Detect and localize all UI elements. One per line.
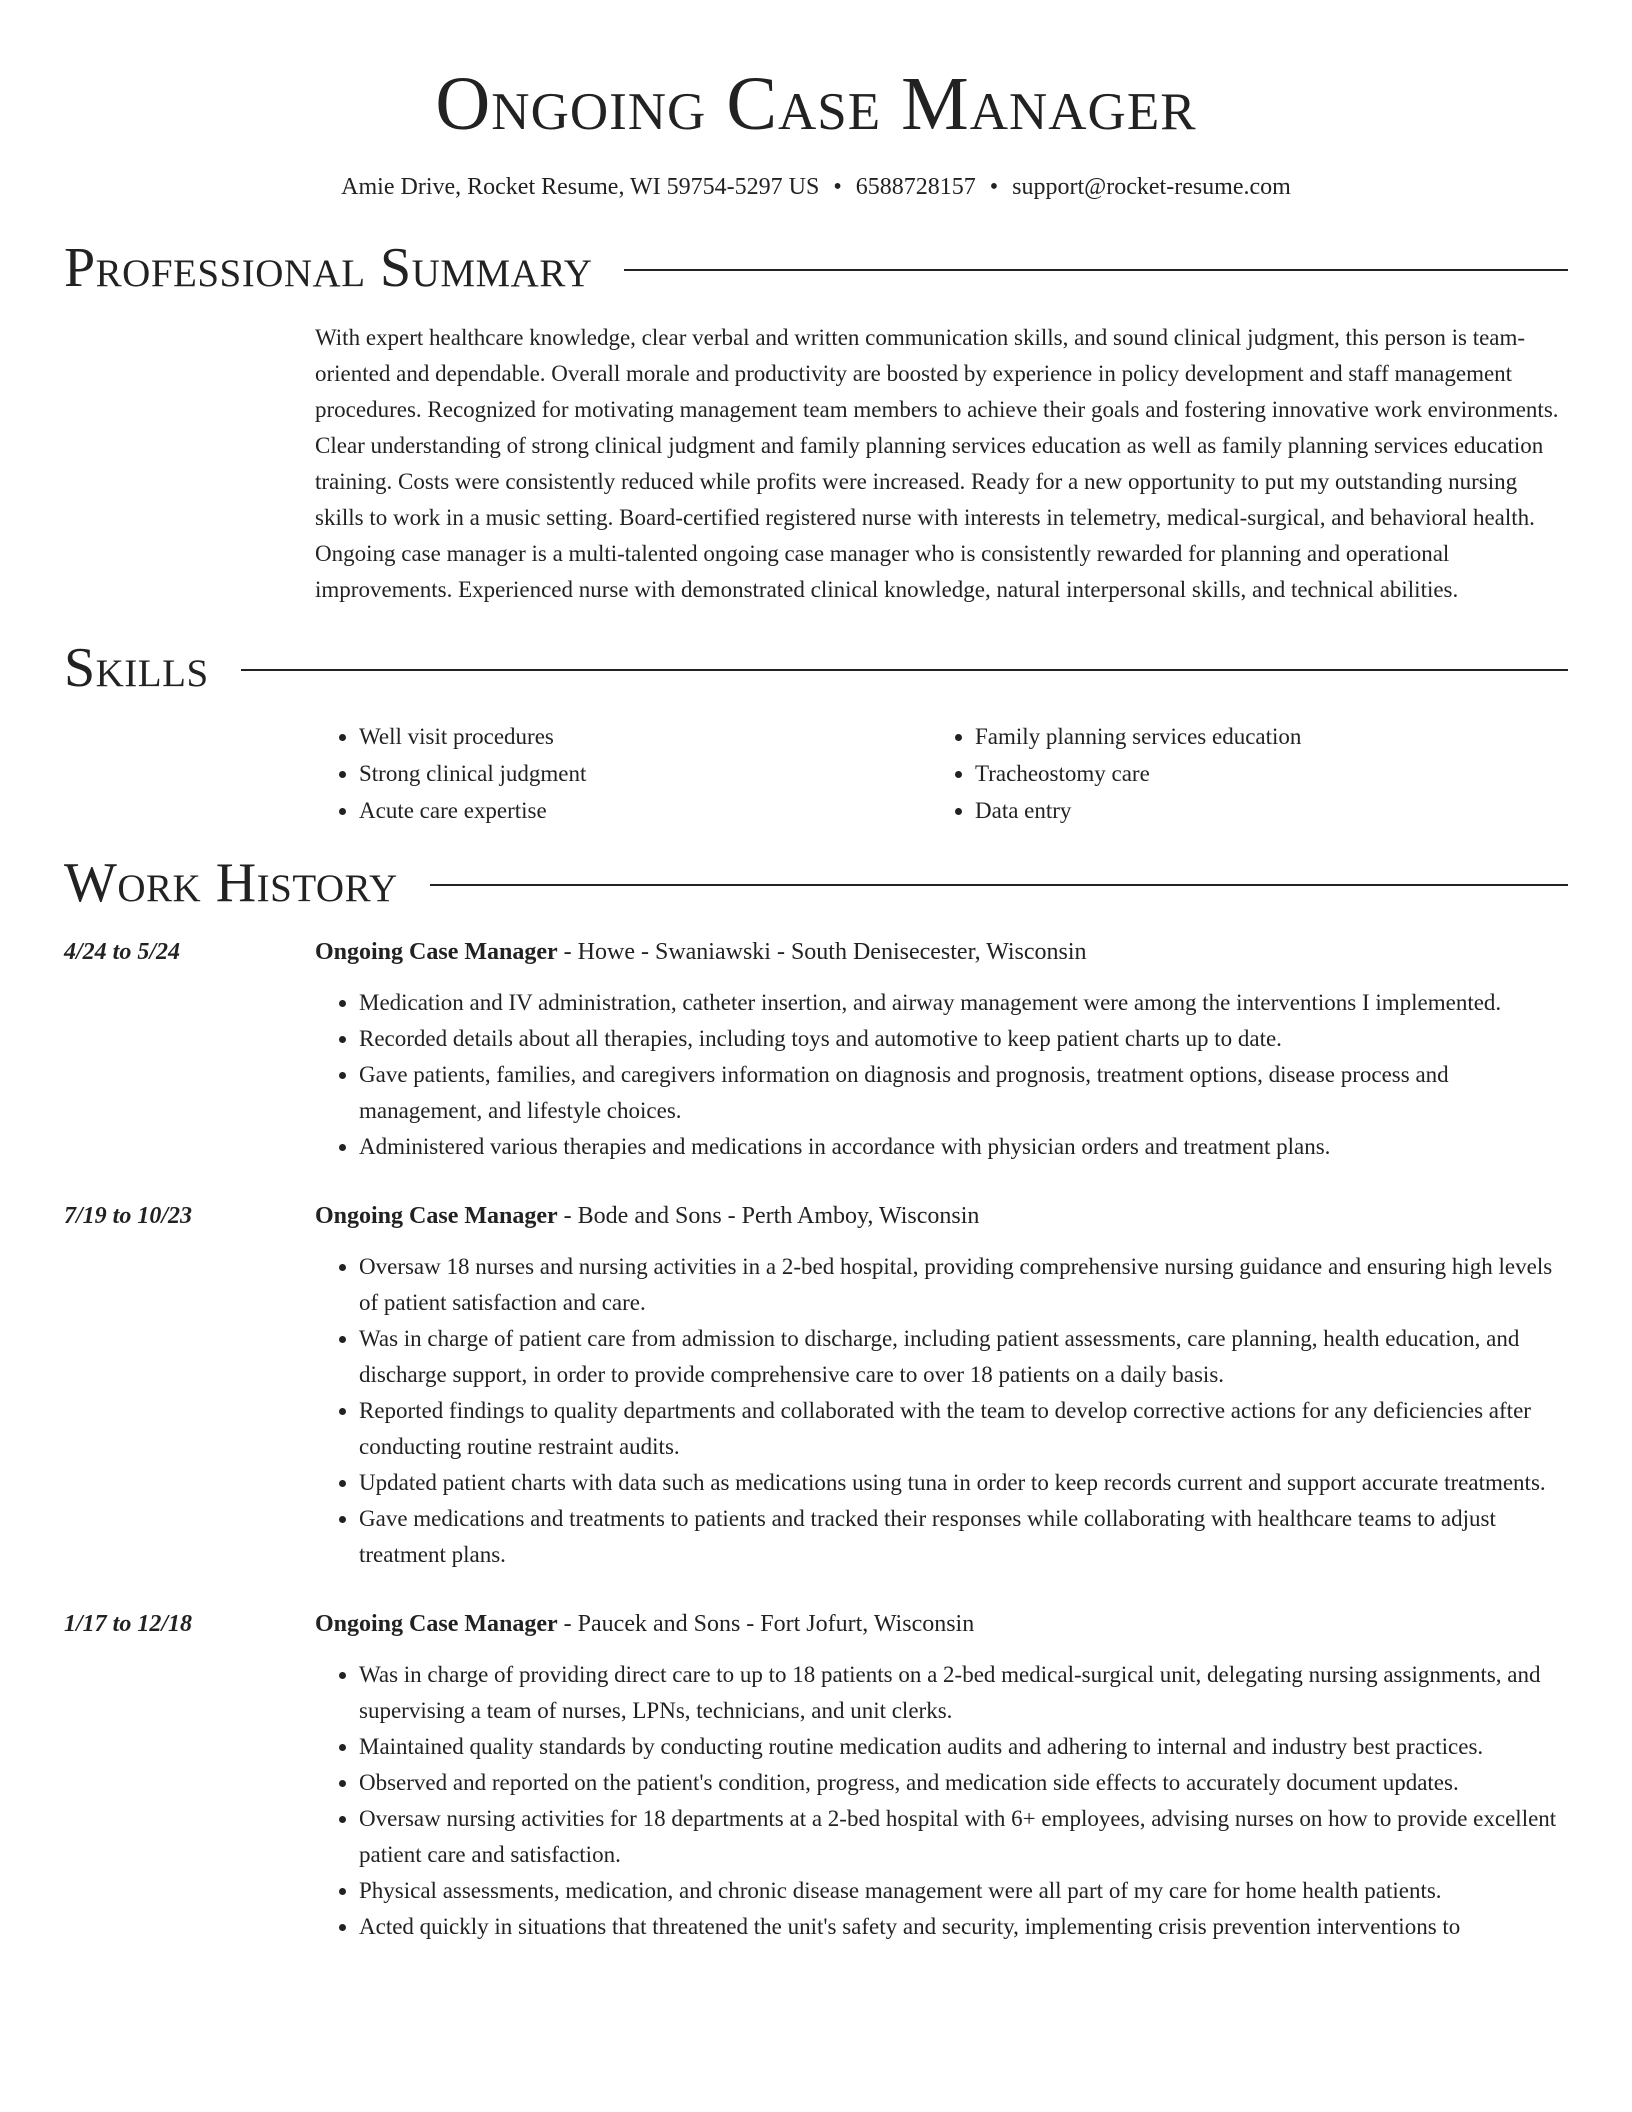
- section-divider: [624, 269, 1568, 271]
- section-divider: [241, 669, 1568, 671]
- job-bullet: • Oversaw 18 nurses and nursing activities in a 2-bed hospital, providing comprehensive nursing guidance and ensuring high levels of patient satisfaction and care.: [359, 1249, 1568, 1321]
- job-bullet: • Recorded details about all therapies, including toys and automotive to keep patient charts up to date.: [359, 1021, 1568, 1057]
- contact-separator: •: [989, 174, 999, 200]
- summary-text: With expert healthcare knowledge, clear verbal and written communication skills, and sound clinical judgment, this person is team-oriented and dependable. Overall morale and productivity are boosted by experience in policy development and staff management procedures. Recognized for motivating management team members to achieve their goals and fostering innovative work environments. Clear understanding of strong clinical judgment and family planning services education as well as family planning services education training. Costs were consistently reduced while profits were increased. Ready for a new opportunity to put my outstanding nursing skills to work in a music setting. Board-certified registered nurse with interests in telemetry, medical-surgical, and behavioral health. Ongoing case manager is a multi-talented ongoing case manager who is consistently rewarded for planning and operational improvements. Experienced nurse with demonstrated clinical knowledge, natural interpersonal skills, and technical abilities.: [315, 325, 1559, 602]
- job-employer: - Howe - Swaniawski - South Denisecester, Wisconsin: [557, 939, 1087, 965]
- job-entry: [64, 935, 1568, 1165]
- job-employer: - Paucek and Sons - Fort Jofurt, Wisconsin: [557, 1611, 975, 1637]
- skills-title: Skills: [64, 637, 209, 699]
- skill-item: • Tracheostomy care: [975, 755, 1547, 792]
- job-entry: [64, 1199, 1568, 1573]
- summary-section-header: [64, 236, 1568, 300]
- work-history-section-header: [64, 851, 1568, 915]
- work-history-title: Work History: [64, 852, 398, 914]
- job-bullets: [315, 1249, 1568, 1573]
- job-heading: [315, 1199, 1568, 1233]
- contact-email: support@rocket-resume.com: [1012, 174, 1291, 200]
- job-title: Ongoing Case Manager: [315, 1203, 558, 1229]
- skills-column-left: [315, 718, 931, 829]
- job-employer: - Bode and Sons - Perth Amboy, Wisconsin: [557, 1203, 980, 1229]
- job-bullet: • Acted quickly in situations that threatened the unit's safety and security, implementing crisis prevention interventions to: [359, 1909, 1568, 1945]
- job-entry: [64, 1607, 1568, 1945]
- summary-body: [315, 320, 1568, 608]
- job-bullet: • Was in charge of patient care from admission to discharge, including patient assessments, care planning, health education, and discharge support, in order to provide comprehensive care to over 18 patients on a daily basis.: [359, 1321, 1568, 1393]
- job-bullet: • Administered various therapies and medications in accordance with physician orders and treatment plans.: [359, 1129, 1568, 1165]
- skill-item: • Well visit procedures: [359, 718, 931, 755]
- job-main: [315, 1199, 1568, 1573]
- job-bullets: [315, 1657, 1568, 1945]
- job-bullet: • Medication and IV administration, catheter insertion, and airway management were among the interventions I implemented.: [359, 985, 1568, 1021]
- job-dates: 4/24 to 5/24: [64, 939, 181, 965]
- skill-item: • Family planning services education: [975, 718, 1547, 755]
- job-dates: 1/17 to 12/18: [64, 1611, 193, 1637]
- job-bullet: • Gave patients, families, and caregivers information on diagnosis and prognosis, treatment options, disease process and management, and lifestyle choices.: [359, 1057, 1568, 1129]
- skills-section-header: [64, 636, 1568, 700]
- skills-list: [315, 718, 1568, 829]
- job-heading: [315, 935, 1568, 969]
- job-bullet: • Observed and reported on the patient's condition, progress, and medication side effects to accurately document updates.: [359, 1765, 1568, 1801]
- resume-name: Ongoing Case Manager: [435, 62, 1197, 146]
- job-heading: [315, 1607, 1568, 1641]
- job-bullet: • Maintained quality standards by conducting routine medication audits and adhering to internal and industry best practices.: [359, 1729, 1568, 1765]
- job-bullet: • Was in charge of providing direct care to up to 18 patients on a 2-bed medical-surgical unit, delegating nursing assignments, and supervising a team of nurses, LPNs, technicians, and unit clerks.: [359, 1657, 1568, 1729]
- skill-item: • Data entry: [975, 792, 1547, 829]
- job-bullet: • Oversaw nursing activities for 18 departments at a 2-bed hospital with 6+ employees, advising nurses on how to provide excellent patient care and satisfaction.: [359, 1801, 1568, 1873]
- job-bullet: • Physical assessments, medication, and chronic disease management were all part of my care for home health patients.: [359, 1873, 1568, 1909]
- contact-line: [64, 172, 1568, 202]
- summary-title: Professional Summary: [64, 237, 593, 299]
- job-bullet: • Reported findings to quality departments and collaborated with the team to develop corrective actions for any deficiencies after conducting routine restraint audits.: [359, 1393, 1568, 1465]
- resume-page: [64, 0, 1568, 1945]
- job-bullet: • Gave medications and treatments to patients and tracked their responses while collaborating with healthcare teams to adjust treatment plans.: [359, 1501, 1568, 1573]
- job-main: [315, 1607, 1568, 1945]
- job-title: Ongoing Case Manager: [315, 1611, 558, 1637]
- skills-column-right: [931, 718, 1547, 829]
- skill-item: • Acute care expertise: [359, 792, 931, 829]
- job-dates: 7/19 to 10/23: [64, 1203, 193, 1229]
- contact-address: Amie Drive, Rocket Resume, WI 59754-5297 US: [341, 174, 820, 200]
- job-main: [315, 935, 1568, 1165]
- contact-separator: •: [833, 174, 842, 200]
- job-bullets: [315, 985, 1568, 1165]
- skill-item: • Strong clinical judgment: [359, 755, 931, 792]
- section-divider: [430, 884, 1568, 886]
- job-bullet: • Updated patient charts with data such as medications using tuna in order to keep records current and support accurate treatments.: [359, 1465, 1568, 1501]
- job-title: Ongoing Case Manager: [315, 939, 558, 965]
- contact-phone: 6588728157: [855, 174, 976, 200]
